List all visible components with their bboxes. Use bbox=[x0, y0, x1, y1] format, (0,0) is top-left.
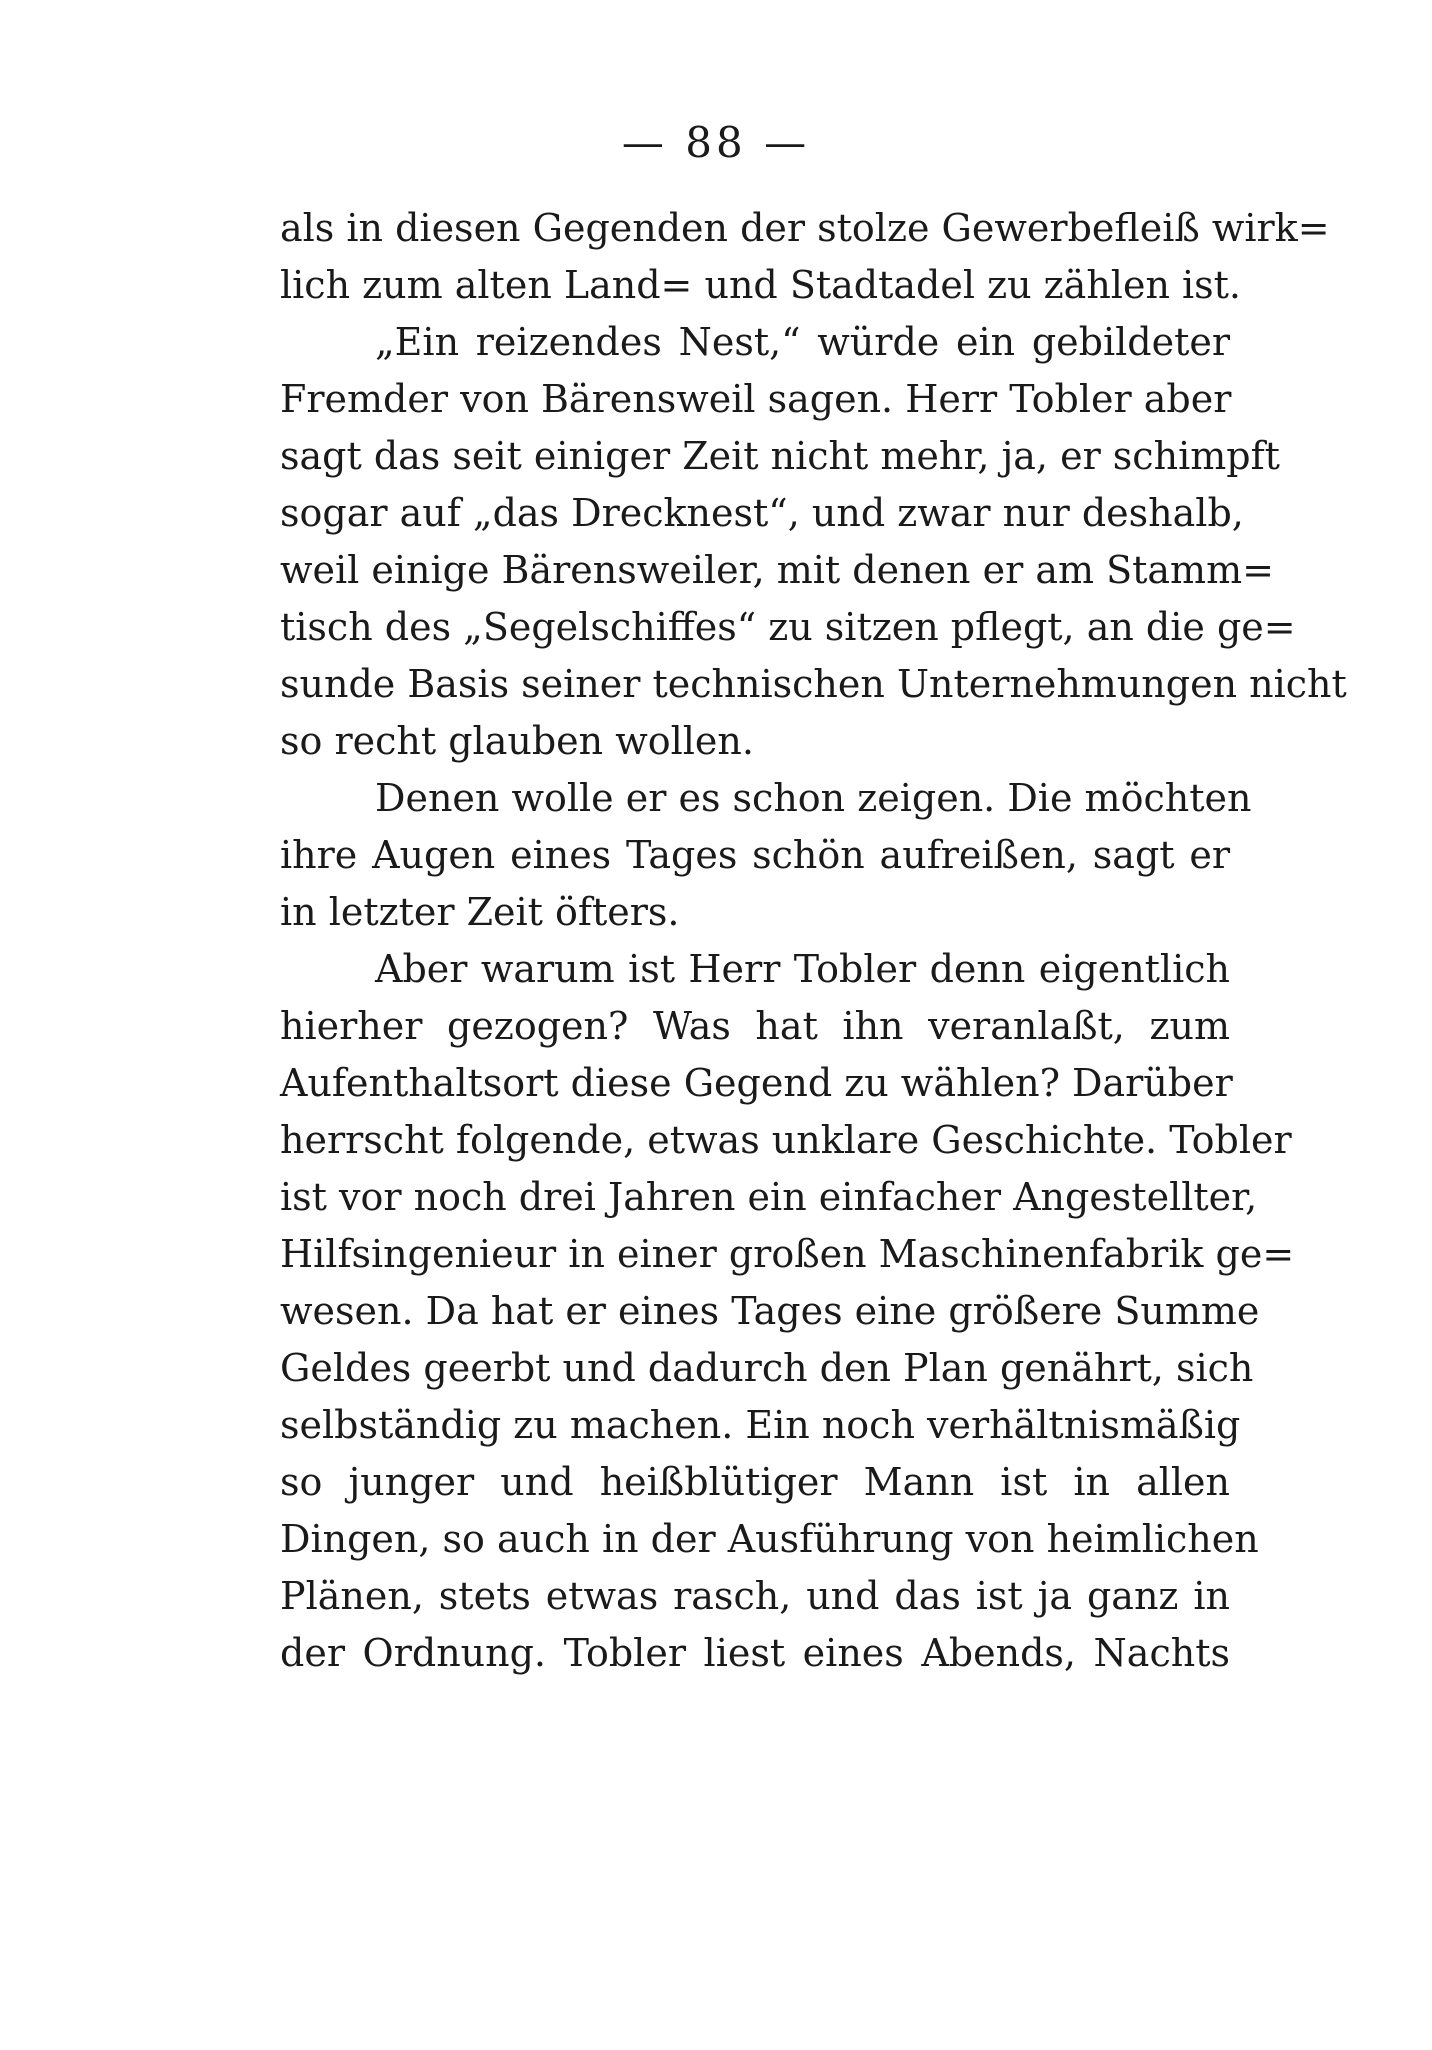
text-line: selbständig zu machen. Ein noch verhältnismäßig bbox=[280, 1403, 1241, 1447]
text-line: ist vor noch drei Jahren ein einfacher Angestellter, bbox=[280, 1175, 1258, 1219]
text-line: hierher gezogen? Was hat ihn veranlaßt, zum bbox=[280, 1004, 1230, 1048]
text-line: Denen wolle er es schon zeigen. Die möchten bbox=[375, 776, 1252, 820]
text-line: tisch des „Segelschiffes“ zu sitzen pflegt, an die ge= bbox=[280, 605, 1296, 649]
text-line: Aber warum ist Herr Tobler denn eigentlich bbox=[375, 947, 1230, 991]
text-line: sagt das seit einiger Zeit nicht mehr, ja, er schimpft bbox=[280, 434, 1280, 478]
page-number: — 88 — bbox=[621, 118, 811, 167]
text-line: sogar auf „das Drecknest“, und zwar nur deshalb, bbox=[280, 491, 1244, 535]
text-line: Hilfsingenieur in einer großen Maschinenfabrik ge= bbox=[280, 1232, 1295, 1276]
text-line: der Ordnung. Tobler liest eines Abends, Nachts bbox=[280, 1631, 1230, 1675]
text-line: sunde Basis seiner technischen Unternehmungen nicht bbox=[280, 662, 1347, 706]
text-line: weil einige Bärensweiler, mit denen er am Stamm= bbox=[280, 548, 1274, 592]
text-line: als in diesen Gegenden der stolze Gewerbefleiß wirk= bbox=[280, 206, 1330, 250]
text-line: „Ein reizendes Nest,“ würde ein gebildeter bbox=[375, 320, 1230, 364]
text-line: Geldes geerbt und dadurch den Plan genährt, sich bbox=[280, 1346, 1254, 1390]
text-line: lich zum alten Land= und Stadtadel zu zählen ist. bbox=[280, 263, 1242, 307]
text-line: Dingen, so auch in der Ausführung von heimlichen bbox=[280, 1517, 1259, 1561]
text-line: so recht glauben wollen. bbox=[280, 719, 754, 763]
text-line: wesen. Da hat er eines Tages eine größere Summe bbox=[280, 1289, 1260, 1333]
text-line: herrscht folgende, etwas unklare Geschichte. Tobler bbox=[280, 1118, 1292, 1162]
text-line: Aufenthaltsort diese Gegend zu wählen? Darüber bbox=[280, 1061, 1233, 1105]
text-line: in letzter Zeit öfters. bbox=[280, 890, 680, 934]
text-line: ihre Augen eines Tages schön aufreißen, sagt er bbox=[280, 833, 1230, 877]
body-text bbox=[280, 200, 1347, 1682]
text-line: so junger und heißblütiger Mann ist in allen bbox=[280, 1460, 1230, 1504]
text-line: Fremder von Bärensweil sagen. Herr Tobler aber bbox=[280, 377, 1232, 421]
text-line: Plänen, stets etwas rasch, und das ist ja ganz in bbox=[280, 1574, 1230, 1618]
